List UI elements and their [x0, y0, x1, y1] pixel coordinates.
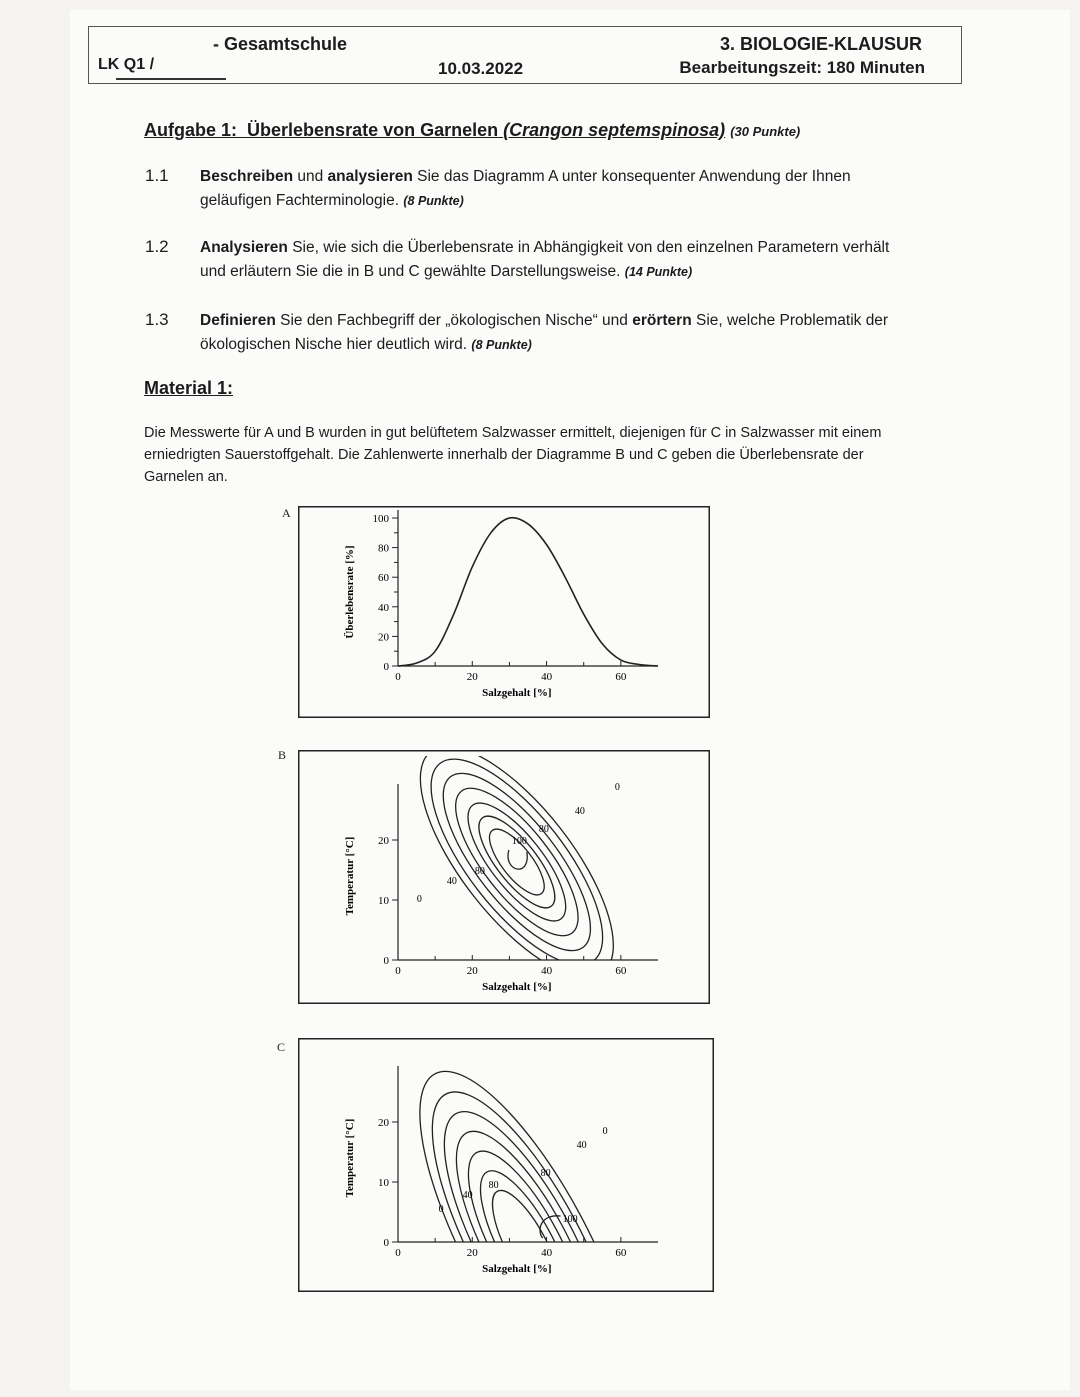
- x-axis-label: Salzgehalt [%]: [482, 687, 552, 699]
- contour-label: 40: [576, 1140, 587, 1151]
- course-label: [98, 56, 154, 74]
- contour-group: [380, 1045, 673, 1292]
- contour-label: 0: [602, 1126, 608, 1137]
- y-tick-label: 10: [378, 895, 389, 907]
- survival-curve: [398, 518, 658, 666]
- question-fragment: Sie, welche Problematik der ökologischen Nische hier deutlich wird.: [200, 312, 889, 353]
- course-underline: [116, 78, 226, 80]
- question-points: (8 Punkte): [403, 194, 464, 208]
- question-number: 1.2: [145, 237, 169, 256]
- y-tick-label: 80: [378, 542, 389, 555]
- contour-label: 100: [562, 1214, 578, 1225]
- question-text: [200, 236, 900, 284]
- question-text: [200, 165, 900, 213]
- x-tick-label: 60: [615, 965, 627, 977]
- panel-letter-c: C: [277, 1040, 286, 1054]
- contour-line: [452, 789, 582, 934]
- contour-label: 0: [614, 782, 620, 793]
- task-species: (Crangon septemspinosa): [503, 120, 726, 140]
- x-tick-label: 20: [466, 1247, 478, 1259]
- chart-a: [298, 506, 710, 718]
- panel-letter-b: B: [278, 748, 287, 762]
- x-tick-label: 20: [466, 671, 478, 683]
- operator-verb: Definieren: [200, 312, 276, 329]
- chart-c: [298, 1038, 714, 1292]
- question-number: 1.3: [145, 310, 169, 329]
- task-title: [144, 120, 800, 141]
- x-tick-label: 40: [541, 1247, 553, 1259]
- operator-verb: erörtern: [632, 312, 692, 329]
- x-tick-label: 60: [615, 671, 627, 683]
- x-tick-label: 0: [395, 1247, 401, 1259]
- y-tick-label: 100: [372, 513, 389, 525]
- operator-verb: Analysieren: [200, 239, 288, 256]
- contour-line: [402, 750, 632, 990]
- contour-label: 40: [462, 1190, 473, 1201]
- x-tick-label: 60: [615, 1247, 627, 1259]
- chart-frame: [299, 1039, 714, 1292]
- task-points: (30 Punkte): [730, 124, 801, 139]
- contour-line: [467, 806, 567, 919]
- x-tick-label: 20: [466, 965, 478, 977]
- question-points: (14 Punkte): [624, 265, 693, 279]
- material-text: Die Messwerte für A und B wurden in gut belüftetem Salzwasser ermittelt, diejenigen für C in Salzwasser mit einem erniedrigten Sauerstoffgehalt. Die Zahlenwerte innerhalb der Diagramme B und C geben die Überlebensrate der Garnelen an.: [144, 425, 882, 485]
- contour-line: [435, 771, 598, 953]
- task-name: Überlebensrate von Garnelen: [247, 120, 499, 140]
- panel-letter-a: A: [282, 506, 291, 520]
- x-tick-label: 40: [541, 965, 553, 977]
- contour-group: [387, 750, 646, 1004]
- x-axis-label: Salzgehalt [%]: [482, 1263, 552, 1275]
- y-tick-label: 20: [378, 1117, 389, 1129]
- question-fragment: Sie, wie sich die Überlebensrate in Abhängigkeit von den einzelnen Parametern verhält und erläutern Sie die in B und C gewählte Darstellungsweise.: [200, 239, 890, 280]
- y-tick-label: 60: [378, 572, 389, 585]
- y-tick-label: 10: [378, 1177, 389, 1189]
- operator-verb: Beschreiben: [200, 168, 294, 185]
- material-title: Material 1:: [144, 378, 234, 398]
- contour-line: [380, 1045, 673, 1292]
- contour-label: 40: [446, 876, 457, 887]
- task-label: Aufgabe 1:: [144, 120, 238, 140]
- chart-b: [298, 750, 710, 1004]
- y-tick-label: 0: [383, 661, 389, 673]
- question-number: 1.1: [145, 166, 169, 185]
- course-text: LK Q1 /: [98, 56, 155, 73]
- exam-date: 10.03.2022: [438, 59, 524, 78]
- exam-duration: Bearbeitungszeit: 180 Minuten: [679, 58, 925, 77]
- question-fragment: Sie das Diagramm A unter konsequenter Anwendung der Ihnen geläufigen Fachterminologie.: [200, 168, 851, 209]
- y-tick-label: 20: [378, 631, 389, 644]
- contour-label: 80: [540, 1168, 551, 1179]
- school-name: - Gesamtschule: [213, 34, 348, 54]
- contour-label: 80: [474, 866, 485, 877]
- contour-label: 80: [538, 824, 549, 835]
- x-axis-label: Salzgehalt [%]: [482, 981, 552, 993]
- contour-label: 40: [574, 806, 585, 817]
- question-text: [200, 309, 900, 357]
- y-tick-label: 0: [383, 955, 389, 967]
- contour-optimum: [508, 850, 527, 869]
- chart-frame: [299, 507, 710, 718]
- contour-label: 100: [511, 836, 527, 847]
- contour-label: 0: [416, 894, 422, 905]
- question-points: (8 Punkte): [471, 338, 532, 352]
- contour-line: [480, 1182, 574, 1292]
- y-tick-label: 40: [378, 601, 389, 614]
- x-tick-label: 40: [541, 671, 553, 683]
- exam-title: 3. BIOLOGIE-KLAUSUR: [719, 34, 922, 54]
- x-tick-label: 0: [395, 965, 401, 977]
- contour-line: [416, 752, 615, 971]
- y-axis-label: Überlebensrate [%]: [344, 545, 356, 639]
- contour-label: 0: [438, 1204, 444, 1215]
- x-tick-label: 0: [395, 671, 401, 683]
- y-axis-label: Temperatur [°C]: [344, 1118, 356, 1198]
- operator-verb: analysieren: [327, 168, 413, 185]
- y-tick-label: 20: [378, 835, 389, 847]
- contour-line: [414, 1091, 640, 1292]
- y-tick-label: 0: [383, 1237, 389, 1249]
- question-fragment: Sie den Fachbegriff der „ökologischen Nische“ und: [275, 312, 633, 329]
- question-fragment: und: [293, 168, 328, 185]
- contour-label: 80: [488, 1180, 499, 1191]
- contour-line: [387, 750, 646, 1004]
- y-axis-label: Temperatur [°C]: [344, 836, 356, 916]
